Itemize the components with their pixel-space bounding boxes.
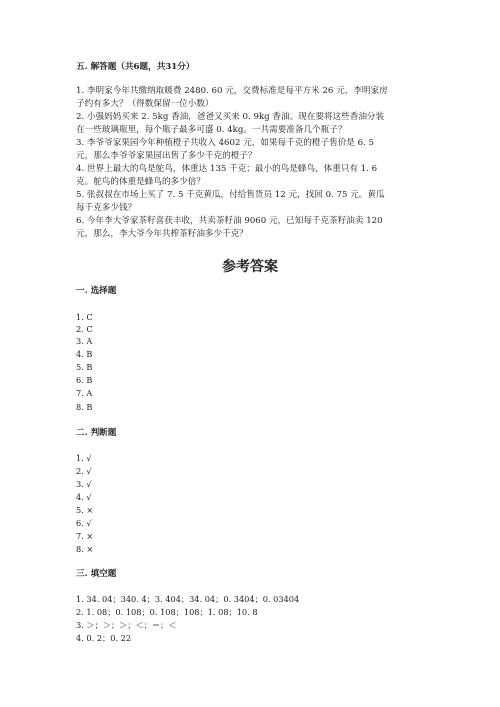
judge-answer: 5. × [76, 505, 94, 515]
judge-heading: 二. 判断题 [76, 428, 117, 438]
fill-answer: 4. 0. 2；0. 22 [76, 633, 132, 643]
choice-heading: 一. 选择题 [76, 286, 117, 296]
fill-answer: 3. ＞；＞；＞；＜；＝；＜ [76, 620, 177, 630]
fill-answer: 2. 1. 08；0. 108；0. 108；108；1. 08；10. 8 [76, 607, 258, 617]
judge-answer: 1. √ [76, 453, 92, 463]
judge-answer: 6. √ [76, 518, 92, 528]
question-line: 克。鸵鸟的体重是蜂鸟的多少倍？ [76, 177, 205, 187]
choice-answer: 5. B [76, 362, 93, 372]
judge-answer: 4. √ [76, 492, 92, 502]
question-line: 1. 李明家今年共缴纳取暖费 2480. 60 元，交费标准是每平方米 26 元，李明家房 [76, 86, 388, 96]
question-line: 6. 今年李大爷家茶籽喜获丰收，共卖茶籽油 9060 元，已知每千克茶籽油卖 120 [76, 216, 383, 226]
question-line: 在一些玻璃瓶里，每个瓶子最多可盛 0. 4kg。一共需要准备几个瓶子？ [76, 125, 347, 135]
question-line: 4. 世界上最大的鸟是鸵鸟，体重达 135 千克；最小的鸟是蜂鸟，体重只有 1. 6 [76, 164, 378, 174]
choice-answer: 1. C [76, 312, 93, 322]
answer-key-title: 参考答案 [222, 259, 278, 275]
section-5-heading: 五. 解答题（共6题，共31分） [76, 62, 195, 72]
question-line: 3. 李爷爷家果园今年种植橙子共收入 4602 元，如果每千克的橙子售价是 6. 5 [76, 138, 375, 148]
question-line: 元，那么，李大爷今年共榨茶籽油多少千克？ [76, 229, 248, 239]
fill-heading: 三. 填空题 [76, 569, 117, 579]
question-line: 元，那么李爷爷家果园出售了多少千克的橙子？ [76, 151, 257, 161]
judge-answer: 3. √ [76, 479, 92, 489]
choice-answer: 7. A [76, 388, 93, 398]
question-line: 5. 张叔叔在市场上买了 7. 5 千克黄瓜，付给售货员 12 元，找回 0. 75 元。黄瓜 [76, 190, 385, 200]
fill-answer: 1. 34. 04；340. 4；3. 404；34. 04；0. 3404；0. 03404 [76, 594, 300, 604]
question-line: 每千克多少钱？ [76, 203, 137, 213]
judge-answer: 2. √ [76, 466, 92, 476]
choice-answer: 4. B [76, 349, 93, 359]
question-line: 2. 小强妈妈买来 2. 5kg 香油，爸爸又买来 0. 9kg 香油。现在要将这些香油分装 [76, 112, 385, 122]
judge-answer: 7. × [76, 531, 94, 541]
choice-answer: 6. B [76, 375, 93, 385]
choice-answer: 2. C [76, 324, 93, 334]
choice-answer: 3. A [76, 336, 93, 346]
question-line: 子约有多大？（得数保留一位小数） [76, 99, 214, 109]
choice-answer: 8. B [76, 402, 93, 412]
judge-answer: 8. × [76, 544, 94, 554]
